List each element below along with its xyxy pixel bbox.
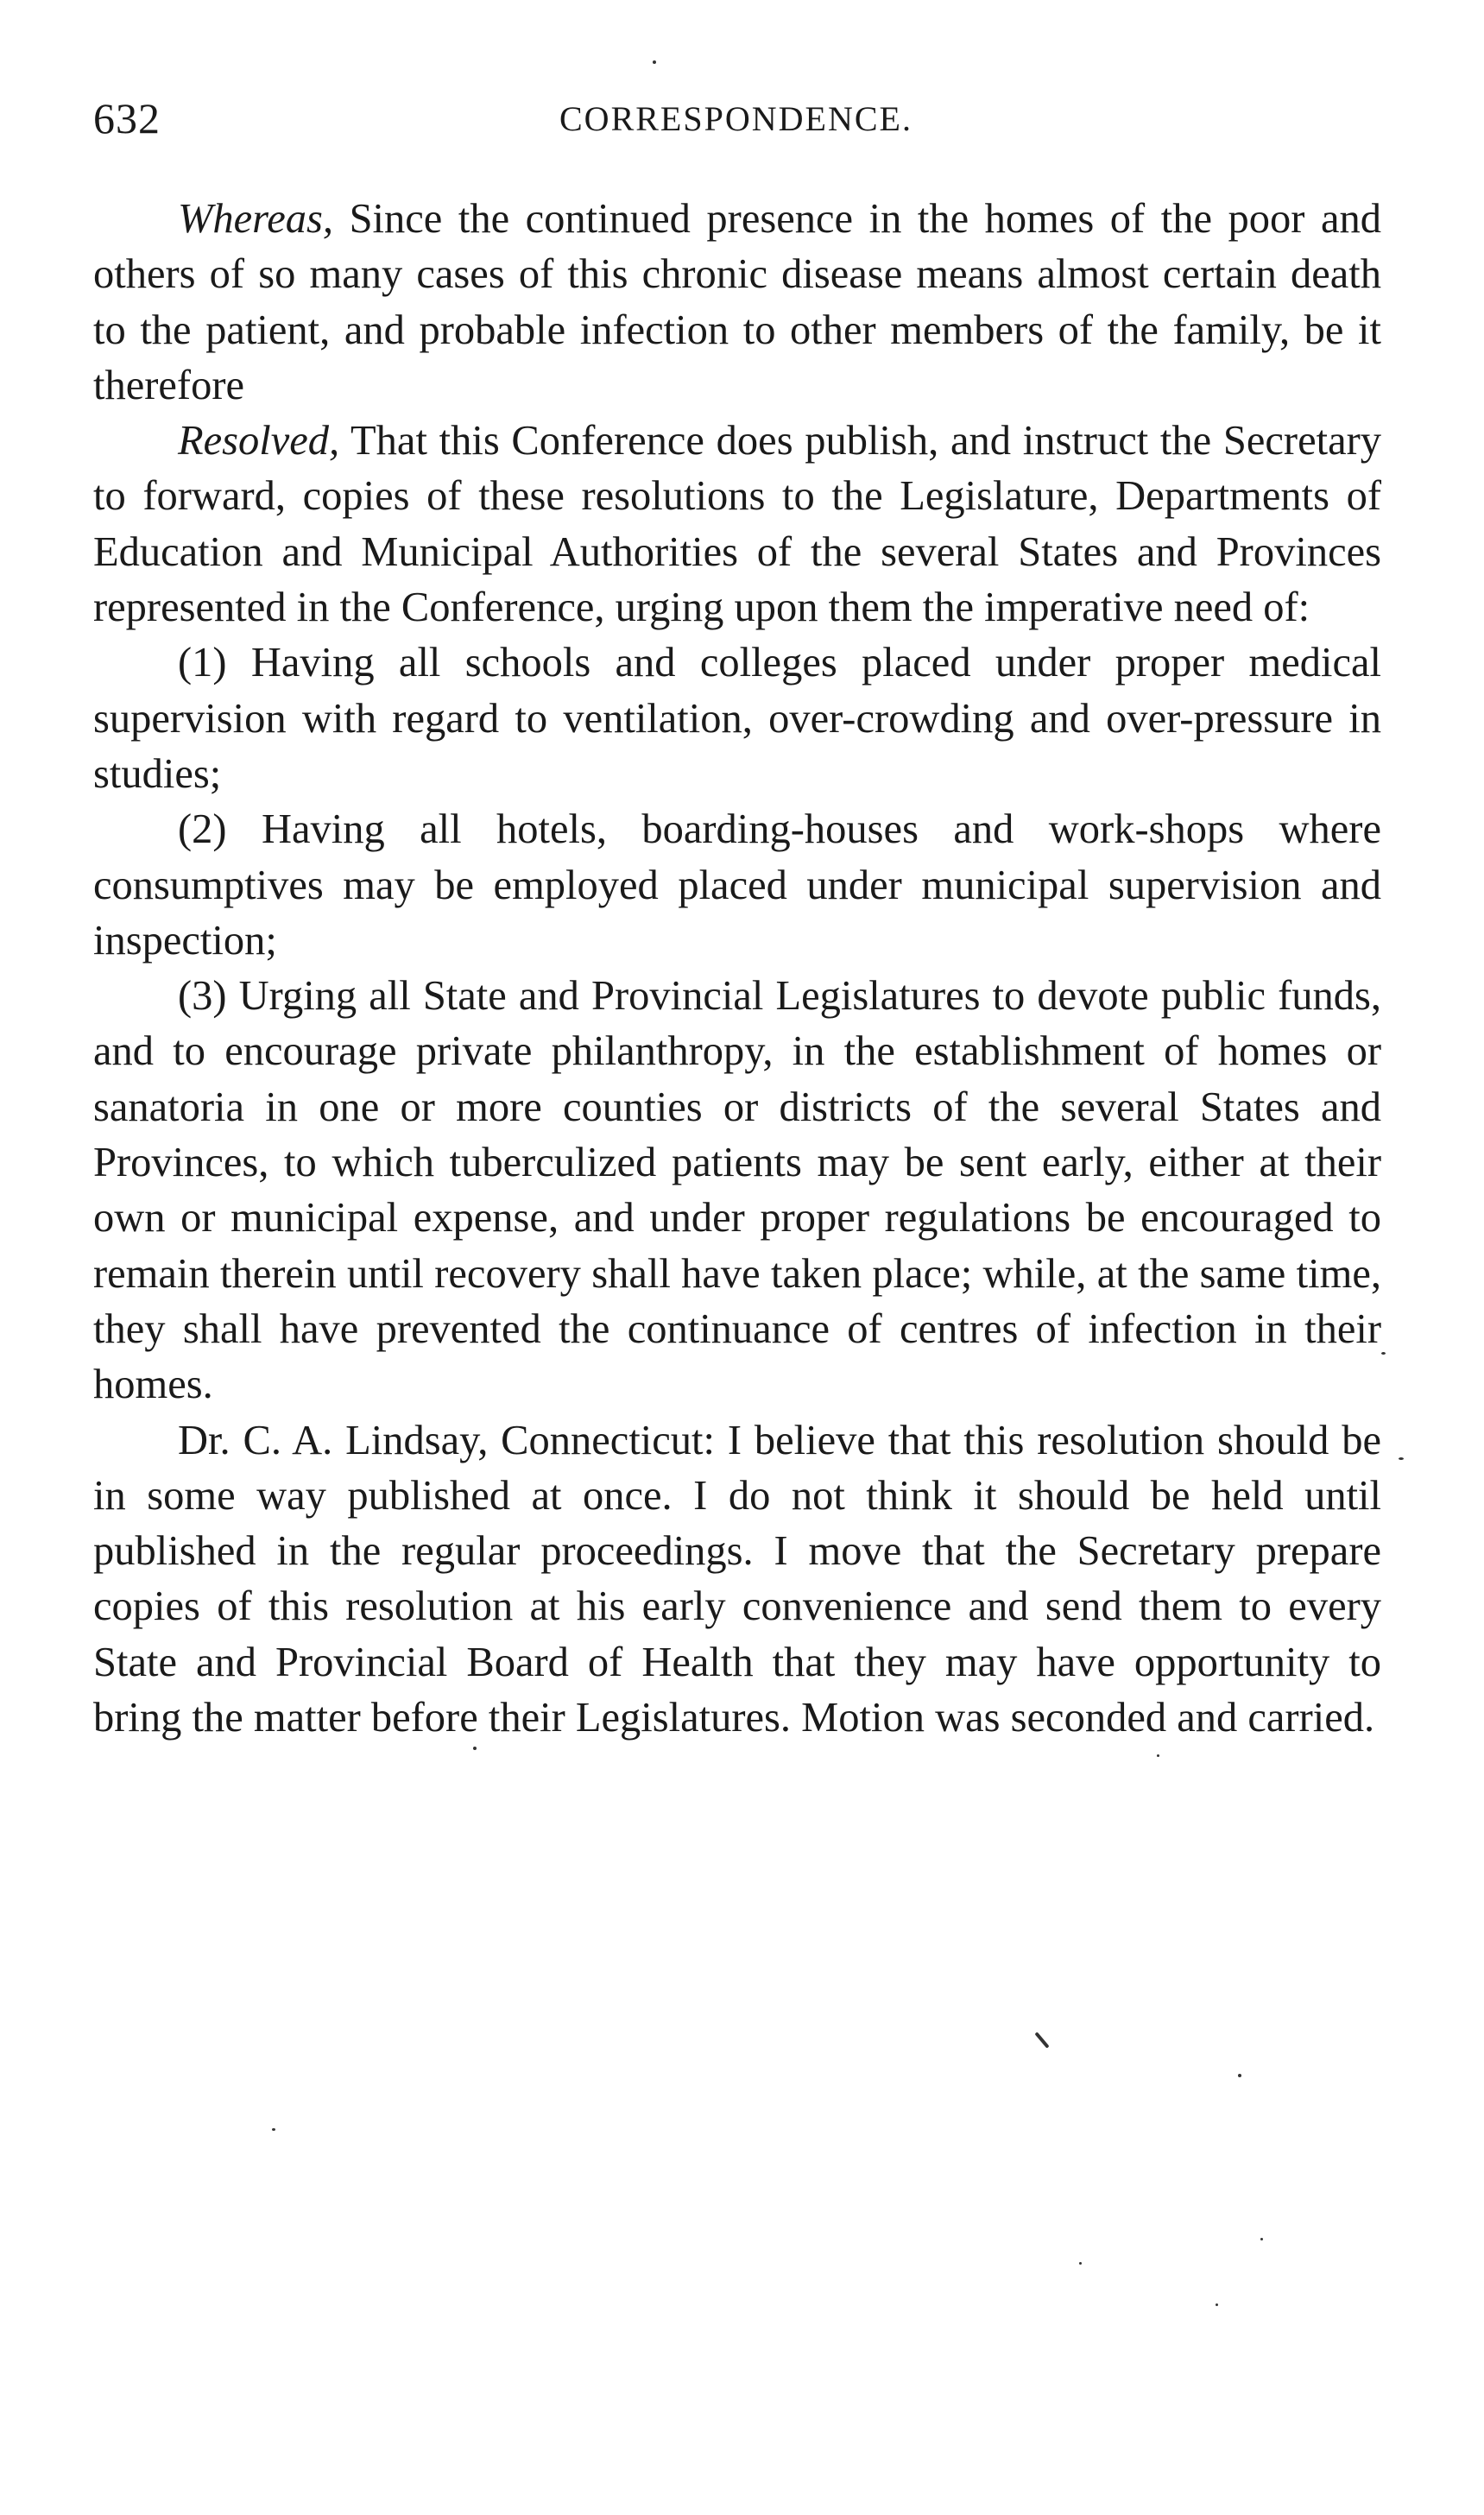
- paragraph-item-3: [93, 969, 1381, 1412]
- scan-speck: [1381, 1352, 1386, 1355]
- scan-speck: [1157, 1754, 1159, 1757]
- scan-speck: [272, 2128, 275, 2131]
- paragraph-lead: Whereas,: [178, 196, 334, 242]
- paragraph-whereas: [93, 192, 1381, 414]
- paragraph-resolved: [93, 414, 1381, 635]
- scan-speck: [1216, 2303, 1218, 2306]
- scan-speck: [1238, 2074, 1241, 2077]
- running-head: CORRESPONDENCE.: [559, 99, 913, 138]
- paragraph-text: Since the continued presence in the homes of the poor and others of so many cases of this chronic disease means almost certain death to the patient, and probable infection to other members of the family, be it therefore: [93, 196, 1381, 408]
- paragraph-text: (3) Urging all State and Provincial Legislatures to devote public funds, and to encourage private philanthropy, in the establishment of homes or sanatoria in one or more counties or districts of the several States and Provinces, to which tuberculized patients may be sent early, either at their own or municipal expense, and under proper regulations be encouraged to remain therein until recovery shall have taken place; while, at the same time, they shall have prevented the continuance of centres of infection in their homes.: [93, 973, 1381, 1408]
- scan-speck: [473, 1747, 477, 1750]
- scan-speck: [1034, 2032, 1049, 2048]
- paragraph-text: Dr. C. A. Lindsay, Connecticut: I believe that this resolution should be in some way published at once. I do not think it should be held until published in the regular proceedings. I move that the Secretary prepare copies of this resolution at his early convenience and send them to every State and Provincial Board of Health that they may have opportunity to bring the matter before their Legislatures. Motion was seconded and carried.: [93, 1417, 1381, 1741]
- page-number: 632: [93, 94, 161, 142]
- body-text: [93, 192, 1381, 1746]
- paragraph-text: (2) Having all hotels, boarding-houses and work-shops where consumptives may be employed placed under municipal supervision and inspection;: [93, 806, 1381, 964]
- paragraph-item-2: [93, 802, 1381, 969]
- paragraph-lead: Resolved,: [178, 418, 340, 464]
- scan-speck: [1079, 2262, 1082, 2265]
- page-header: [93, 86, 1388, 147]
- scan-speck: [1260, 2238, 1263, 2240]
- paragraph-lindsay: [93, 1413, 1381, 1747]
- paragraph-text: That this Conference does publish, and instruct the Secretary to forward, copies of these resolutions to the Legislature, Departments of Education and Municipal Authorities of the several States and Provinces represented in the Conference, urging upon them the imperative need of:: [93, 418, 1381, 631]
- paragraph-text: (1) Having all schools and colleges placed under proper medical supervision with regard to ventilation, over-crowding and over-pressure in studies;: [93, 640, 1381, 797]
- paragraph-item-1: [93, 635, 1381, 802]
- scan-speck: [653, 60, 656, 64]
- scan-speck: [1399, 1457, 1404, 1460]
